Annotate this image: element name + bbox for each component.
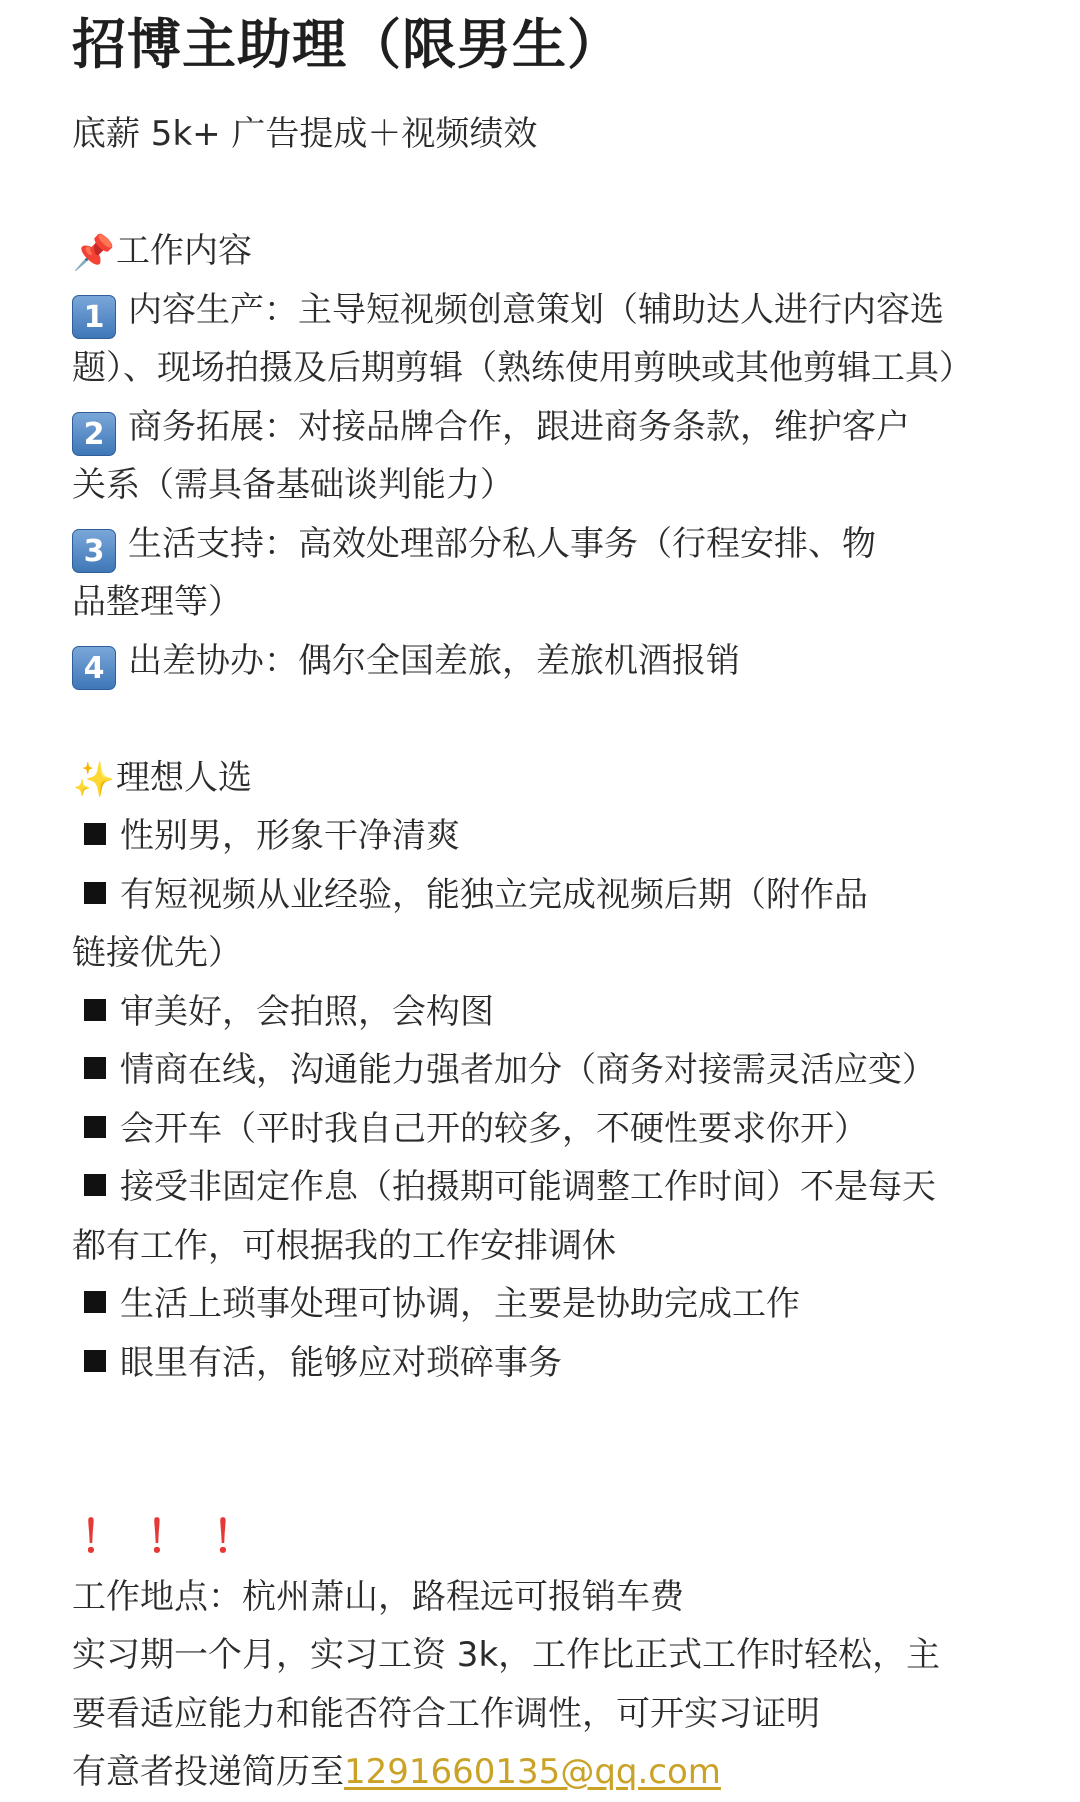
work-item	[72, 515, 1032, 574]
post-content	[72, 0, 1032, 1802]
blank-line	[72, 1451, 1032, 1510]
work-item-text: 商务拓展：对接品牌合作，跟进商务条款，维护客户	[128, 406, 910, 447]
requirement-item	[72, 1100, 1032, 1159]
black-square-icon	[84, 823, 106, 845]
post-title: 招博主助理（限男生）	[72, 13, 622, 76]
keycap-1-icon: 1	[72, 295, 116, 339]
requirement-text: 接受非固定作息（拍摄期可能调整工作时间）不是每天	[120, 1167, 936, 1207]
requirement-text: 审美好，会拍照，会构图	[120, 991, 494, 1032]
notice-section	[72, 1509, 1032, 1802]
requirement-text: 情商在线，沟通能力强者加分（商务对接需灵活应变）	[120, 1050, 936, 1090]
work-item-continued: 关系（需具备基础谈判能力）	[72, 465, 514, 505]
work-item-continued: 题）、现场拍摄及后期剪辑（熟练使用剪映或其他剪辑工具）	[72, 348, 973, 388]
work-item-text: 生活支持：高效处理部分私人事务（行程安排、物	[128, 523, 876, 564]
work-location: 工作地点：杭州萧山，路程远可报销车费	[72, 1576, 684, 1617]
internship-info: 实习期一个月，实习工资 3k，工作比正式工作时轻松，主	[72, 1635, 941, 1675]
requirement-text: 眼里有活，能够应对琐碎事务	[120, 1342, 562, 1383]
work-item	[72, 632, 1032, 691]
requirement-item	[72, 1158, 1032, 1217]
black-square-icon	[84, 1174, 106, 1196]
pushpin-icon: 📌	[72, 233, 116, 273]
requirement-item-continued: 链接优先）	[72, 933, 242, 973]
ideal-candidate-heading	[72, 749, 1032, 808]
keycap-2-icon: 2	[72, 412, 116, 456]
black-square-icon	[84, 1057, 106, 1079]
salary-line: 底薪 5k+ 广告提成＋视频绩效	[72, 114, 538, 154]
black-square-icon	[84, 1116, 106, 1138]
requirement-item	[72, 866, 1032, 925]
requirement-item-continued: 都有工作，可根据我的工作安排调休	[72, 1225, 616, 1266]
black-square-icon	[84, 1291, 106, 1313]
requirement-text: 会开车（平时我自己开的较多，不硬性要求你开）	[120, 1108, 868, 1149]
work-item	[72, 398, 1032, 457]
contact-prefix: 有意者投递简历至	[72, 1752, 344, 1792]
requirement-item	[72, 1041, 1032, 1100]
keycap-4-icon: 4	[72, 646, 116, 690]
requirement-item	[72, 807, 1032, 866]
work-content-section	[72, 222, 1032, 690]
black-square-icon	[84, 1350, 106, 1372]
blank-line	[72, 690, 1032, 749]
work-content-heading	[72, 222, 1032, 281]
requirement-item	[72, 1334, 1032, 1393]
internship-info-continued: 要看适应能力和能否符合工作调性，可开实习证明	[72, 1693, 820, 1734]
requirement-text: 生活上琐事处理可协调，主要是协助完成工作	[120, 1284, 800, 1324]
work-item-text: 内容生产：主导短视频创意策划（辅助达人进行内容选	[128, 289, 944, 330]
ideal-candidate-heading-text: 理想人选	[116, 757, 252, 798]
black-square-icon	[84, 999, 106, 1021]
black-square-icon	[84, 882, 106, 904]
requirement-item	[72, 983, 1032, 1042]
sparkles-icon: ✨	[72, 759, 116, 800]
ideal-candidate-section	[72, 749, 1032, 1393]
contact-line	[72, 1743, 1032, 1802]
blank-line	[72, 1392, 1032, 1451]
requirement-text: 有短视频从业经验，能独立完成视频后期（附作品	[120, 874, 868, 915]
exclamation-marks: ！！！	[80, 1512, 278, 1563]
work-content-heading-text: 工作内容	[116, 231, 252, 271]
keycap-3-icon: 3	[72, 529, 116, 573]
requirement-item	[72, 1275, 1032, 1334]
work-item-text: 出差协办：偶尔全国差旅，差旅机酒报销	[128, 640, 740, 681]
requirement-text: 性别男，形象干净清爽	[120, 816, 460, 856]
work-item	[72, 281, 1032, 340]
work-item-continued: 品整理等）	[72, 582, 242, 622]
email-link[interactable]: 1291660135@qq.com	[344, 1752, 721, 1792]
